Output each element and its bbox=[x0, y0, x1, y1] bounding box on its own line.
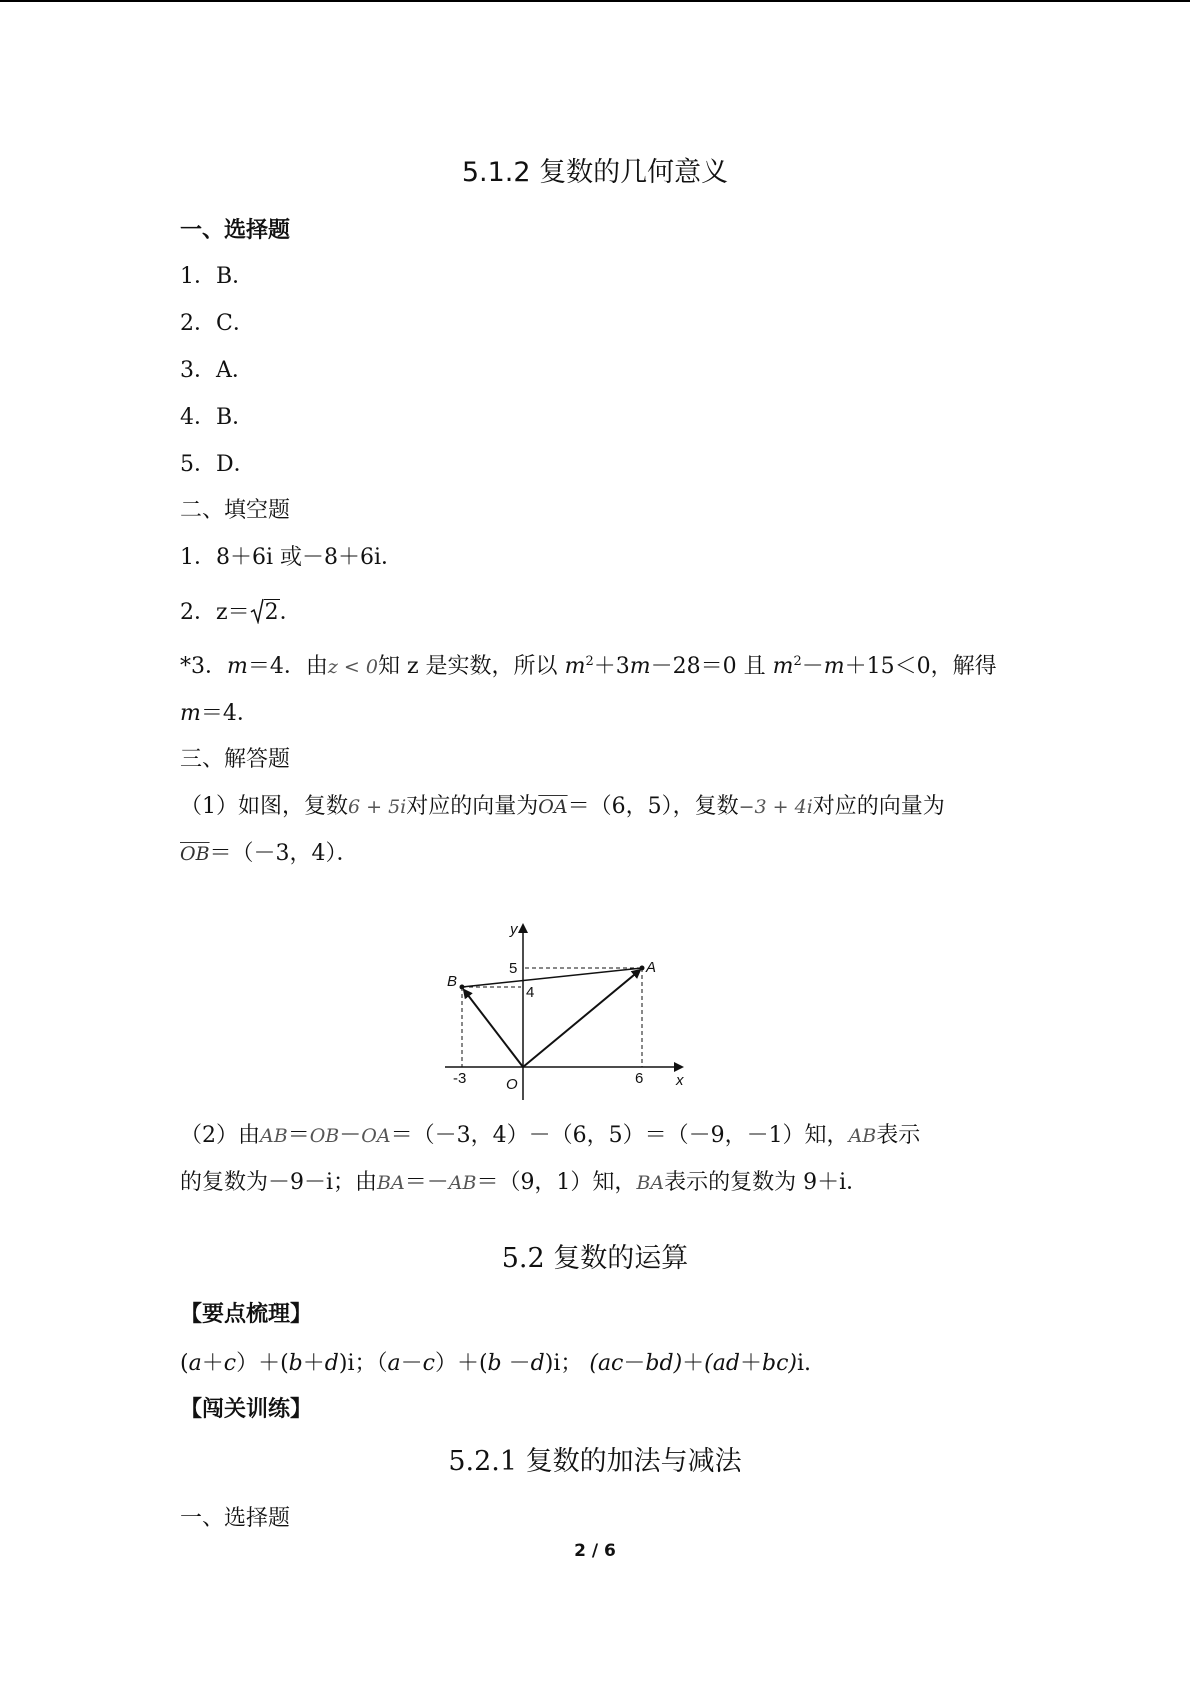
vector-ob bbox=[464, 990, 523, 1067]
answer-item: 3．A． bbox=[180, 358, 254, 383]
y-axis-label: y bbox=[510, 921, 518, 938]
origin-label: O bbox=[506, 1076, 518, 1093]
segment-ba bbox=[462, 968, 642, 987]
answer-item-sqrt: 2．z＝ 2． bbox=[180, 598, 302, 628]
vector-diagram bbox=[262, 920, 702, 1104]
answer-item: 1．8＋6i 或－8＋6i． bbox=[180, 545, 404, 570]
tick-label: -3 bbox=[453, 1070, 467, 1087]
key-points-formula: (a＋c）＋(b＋d)i；（a－c）＋(b －d)i； (ac－bd)＋(ad＋bc)i. bbox=[180, 1351, 812, 1376]
tick-label: 4 bbox=[526, 984, 535, 1001]
answer-item: 2．C． bbox=[180, 311, 255, 336]
vector-oa bbox=[523, 970, 640, 1067]
solution-part-1-cont: $\overline{OB}=(-3$，4）． bbox=[180, 841, 359, 866]
point-b-label: B bbox=[447, 973, 458, 990]
heading-solutions: 三、解答题 bbox=[180, 747, 291, 772]
page-number: 2 / 6 bbox=[574, 1541, 616, 1561]
answer-item: 5．D． bbox=[180, 452, 256, 477]
top-border-line bbox=[0, 0, 1190, 2]
tick-label: 5 bbox=[509, 960, 518, 977]
answer-item: 4．B． bbox=[180, 405, 255, 430]
section-title: 5.1.2 复数的几何意义 bbox=[461, 157, 729, 188]
answer-item: 1．B． bbox=[180, 264, 255, 289]
sqrt-expression: 2 bbox=[250, 598, 280, 628]
point-a-dot bbox=[640, 966, 645, 971]
heading-multiple-choice: 一、选择题 bbox=[180, 218, 291, 243]
solution-part-1: （1）如图，复数6 + 5i对应的向量为$\overline{OA}=(6$，5），复数−3 + 4i对应的向量为 bbox=[180, 794, 945, 819]
complex-plane-figure bbox=[262, 920, 702, 1100]
section-title: 5.2 复数的运算 bbox=[501, 1243, 689, 1274]
section-title: 5.2.1 复数的加法与减法 bbox=[448, 1446, 742, 1477]
tick-label: 6 bbox=[635, 1070, 644, 1087]
answer-item-3-cont: m＝4． bbox=[180, 701, 259, 726]
heading-key-points: 【要点梳理】 bbox=[180, 1302, 313, 1327]
answer-item-3: *3．m＝4．由z < 0知 z 是实数，所以 $m^2+3m-28=0$ 且 $m^2-m+15<0$，解得 bbox=[180, 654, 997, 679]
heading-training: 【闯关训练】 bbox=[180, 1397, 313, 1422]
heading-multiple-choice: 一、选择题 bbox=[180, 1506, 291, 1531]
solution-part-2: （2）由AB＝OB－OA＝（－3，4）－（6，5）＝（－9，－1）知，AB表示 bbox=[180, 1123, 921, 1148]
solution-part-2-cont: 的复数为－9－i；由BA＝－AB＝（9，1）知，BA表示的复数为 9＋i． bbox=[180, 1170, 869, 1195]
point-b-dot bbox=[460, 985, 465, 990]
x-axis-label: x bbox=[676, 1072, 684, 1089]
heading-fill-blank: 二、填空题 bbox=[180, 498, 291, 523]
point-a-label: A bbox=[646, 959, 657, 976]
radical-sign-icon bbox=[250, 598, 264, 624]
